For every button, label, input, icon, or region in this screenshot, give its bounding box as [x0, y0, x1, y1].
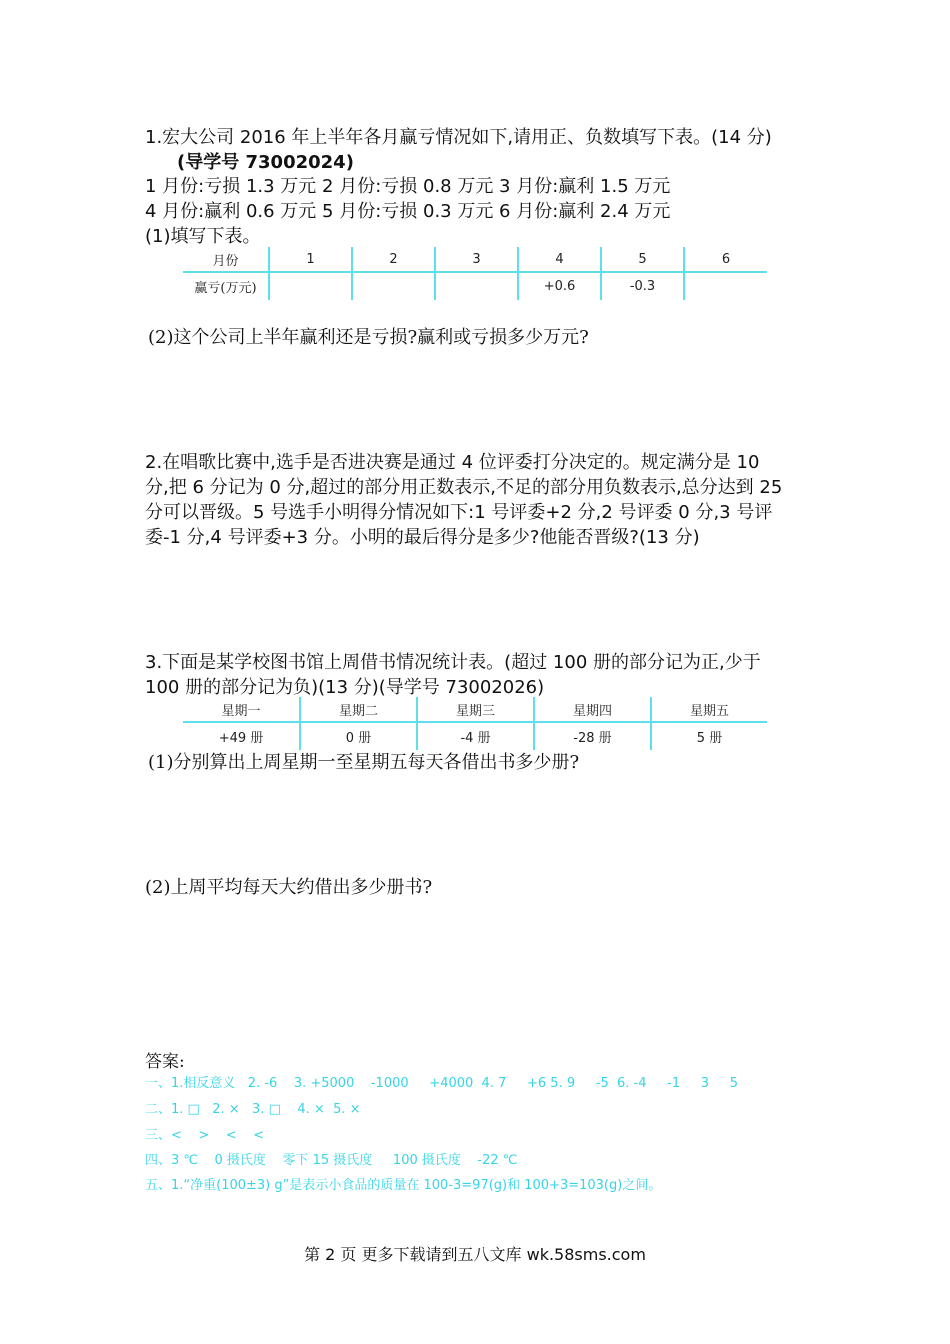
answer-line-4: 四、3 ℃ 0 摄氏度 零下 15 摄氏度 100 摄氏度 -22 ℃ — [145, 1153, 518, 1168]
table-cell: 0 册 — [300, 722, 417, 750]
table-header-cell: 1 — [269, 247, 352, 272]
q2-line2: 分,把 6 分记为 0 分,超过的部分用正数表示,不足的部分用负数表示,总分达到 25 — [145, 477, 783, 498]
table-header-cell: 2 — [352, 247, 435, 272]
table-header-cell: 5 — [601, 247, 684, 272]
q1-table — [183, 247, 767, 300]
table-header-month: 月份 — [183, 247, 269, 272]
q1-line4: 4 月份:赢利 0.6 万元 5 月份:亏损 0.3 万元 6 月份:赢利 2.4 万元 — [145, 201, 671, 222]
q1-line2: (导学号 73002024) — [177, 152, 354, 173]
page-footer: 第 2 页 更多下载请到五八文库 wk.58sms.com — [304, 1245, 646, 1264]
q1-sub2: (2)这个公司上半年赢利还是亏损?赢利或亏损多少万元? — [148, 327, 589, 348]
table-cell: -28 册 — [534, 722, 651, 750]
q2-line1: 2.在唱歌比赛中,选手是否进决赛是通过 4 位评委打分决定的。规定满分是 10 — [145, 452, 760, 473]
answer-line-1: 一、1.相反意义 2. -6 3. +5000 -1000 +4000 4. 7 +6 5. 9 -5 6. -4 -1 3 5 — [145, 1076, 738, 1091]
answers-title: 答案: — [145, 1052, 185, 1072]
table-header-cell: 星期一 — [183, 697, 300, 722]
table-cell: -0.3 — [601, 272, 684, 300]
table-header-cell: 4 — [518, 247, 601, 272]
answer-line-3: 三、< > < < — [145, 1128, 265, 1143]
table-cell: -4 册 — [417, 722, 534, 750]
q3-line1: 3.下面是某学校图书馆上周借书情况统计表。(超过 100 册的部分记为正,少于 — [145, 652, 761, 673]
q3-sub2: (2)上周平均每天大约借出多少册书? — [145, 877, 433, 898]
q1-sub1: (1)填写下表。 — [145, 226, 261, 247]
table-header-cell: 星期三 — [417, 697, 534, 722]
q2-line4: 委-1 分,4 号评委+3 分。小明的最后得分是多少?他能否晋级?(13 分) — [145, 527, 700, 548]
q3-sub1: (1)分别算出上周星期一至星期五每天各借出书多少册? — [148, 752, 580, 773]
table-header-cell: 星期五 — [651, 697, 767, 722]
table-row-label: 赢亏(万元) — [194, 281, 257, 296]
table-header-cell: 星期四 — [534, 697, 651, 722]
table-cell: +0.6 — [518, 272, 601, 300]
table-cell — [684, 272, 767, 300]
table-cell — [352, 272, 435, 300]
q2-line3: 分可以晋级。5 号选手小明得分情况如下:1 号评委+2 分,2 号评委 0 分,3 号评 — [145, 502, 773, 523]
table-cell — [435, 272, 518, 300]
q1-line1: 1.宏大公司 2016 年上半年各月赢亏情况如下,请用正、负数填写下表。(14 分) — [145, 127, 772, 148]
q1-line3: 1 月份:亏损 1.3 万元 2 月份:亏损 0.8 万元 3 月份:赢利 1.5 万元 — [145, 176, 671, 197]
table-header-cell: 星期二 — [300, 697, 417, 722]
answer-line-5: 五、1.“净重(100±3) g”是表示小食品的质量在 100-3=97(g)和 100+3=103(g)之间。 — [145, 1178, 662, 1193]
table-cell: +49 册 — [218, 731, 264, 746]
table-cell — [269, 272, 352, 300]
q3-line2: 100 册的部分记为负)(13 分)(导学号 73002026) — [145, 677, 545, 698]
table-header-cell: 6 — [684, 247, 767, 272]
table-cell: 5 册 — [651, 722, 767, 750]
answer-line-2: 二、1. □ 2. × 3. □ 4. × 5. × — [145, 1102, 361, 1117]
q3-table — [183, 697, 767, 750]
table-header-cell: 3 — [435, 247, 518, 272]
